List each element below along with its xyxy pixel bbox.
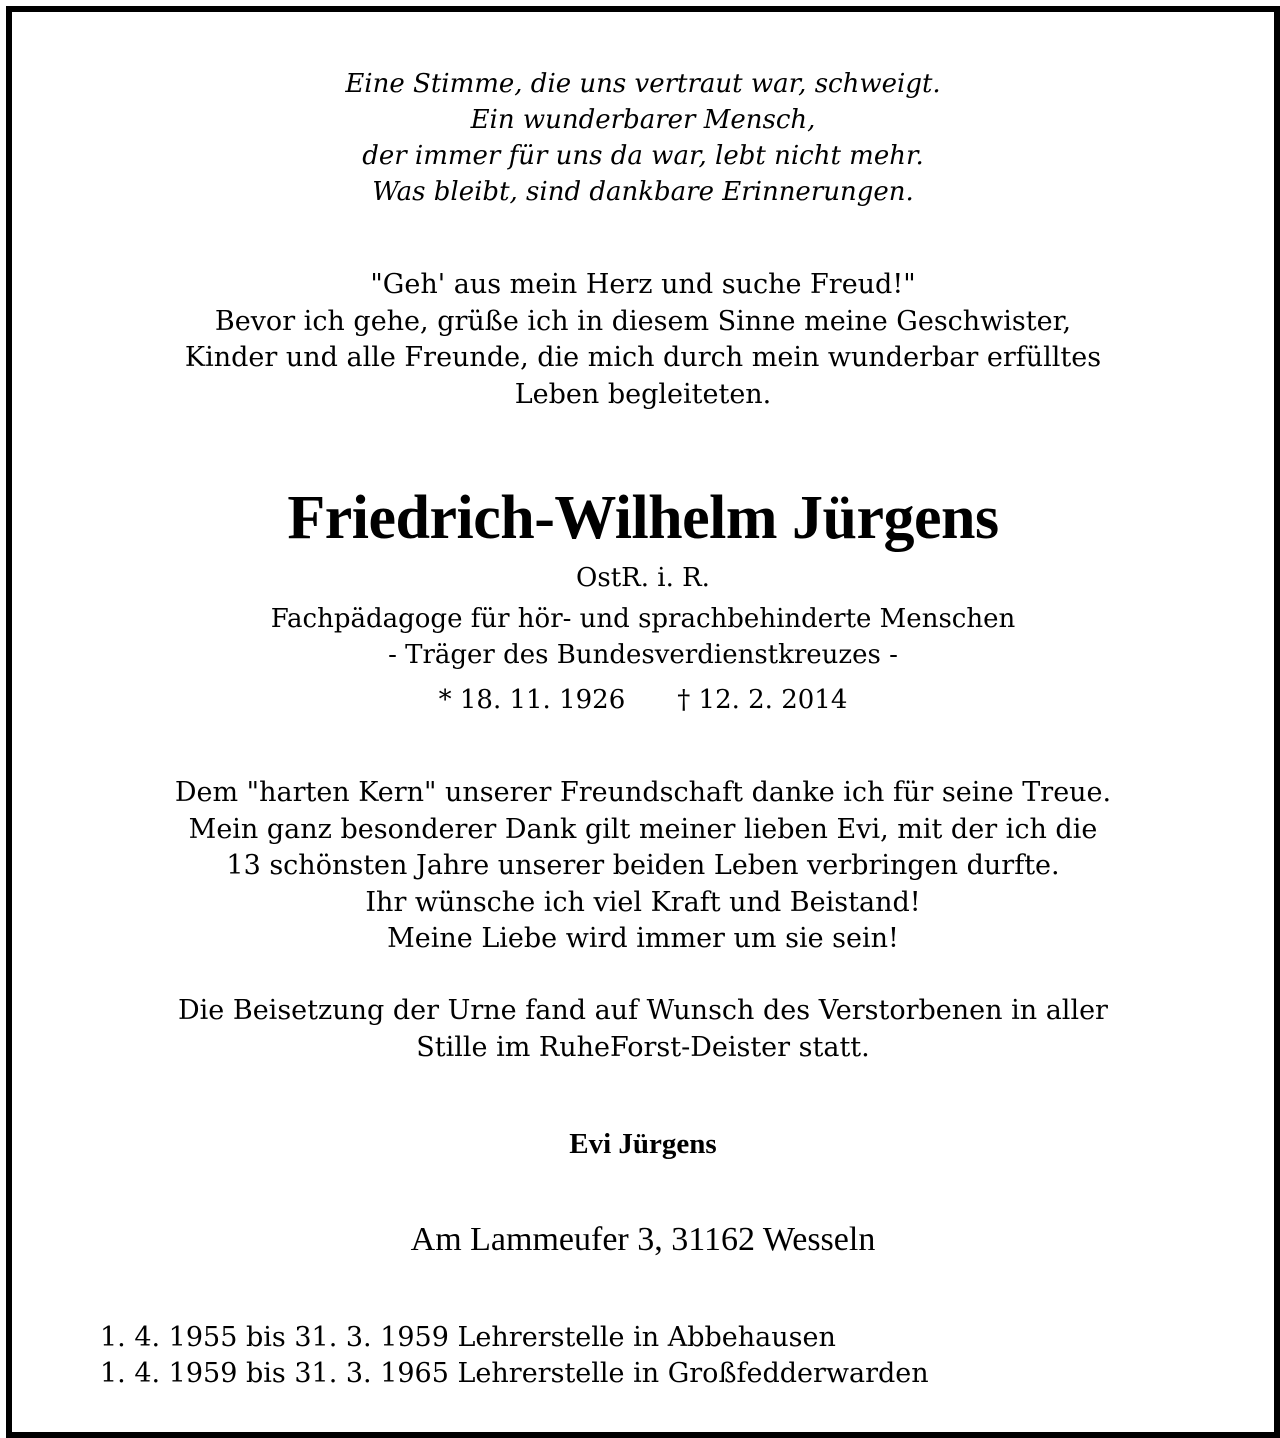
poem-line: Ein wunderbarer Mensch,	[470, 105, 816, 135]
burial-notice	[12, 993, 1274, 1066]
deceased-honor: - Träger des Bundesverdienstkreuzes -	[388, 640, 898, 670]
career-entry: 1. 4. 1955 bis 31. 3. 1959 Lehrerstelle in Abbehausen	[100, 1322, 836, 1353]
signer-name: Evi Jürgens	[569, 1128, 717, 1160]
quote-line: Leben begleiteten.	[514, 378, 772, 410]
quote-line: Kinder und alle Freunde, die mich durch mein wunderbar erfülltes	[184, 342, 1102, 373]
farewell-quote	[12, 267, 1274, 413]
thanks-line: Dem "harten Kern" unserer Freundschaft danke ich für seine Treue.	[174, 777, 1112, 808]
thanks-line: Mein ganz besonderer Dank gilt meiner lieben Evi, mit der ich die	[188, 813, 1098, 845]
thanks-line: Ihr wünsche ich viel Kraft und Beistand!	[365, 886, 921, 918]
quote-line: "Geh' aus mein Herz und suche Freud!"	[370, 269, 916, 300]
burial-line: Die Beisetzung der Urne fand auf Wunsch des Verstorbenen in aller	[178, 995, 1108, 1026]
thanks-line: Meine Liebe wird immer um sie sein!	[387, 923, 899, 954]
obituary-frame	[6, 6, 1280, 1438]
life-dates	[12, 682, 1274, 718]
birth-date: * 18. 11. 1926	[438, 685, 626, 715]
thanks-line: 13 schönsten Jahre unserer beiden Leben verbringen durfte.	[226, 850, 1060, 881]
signer-address: Am Lammeufer 3, 31162 Wesseln	[410, 1221, 876, 1258]
deceased-title: OstR. i. R.	[576, 563, 710, 593]
deceased-profession-block	[12, 601, 1274, 673]
burial-line: Stille im RuheForst-Deister statt.	[416, 1031, 870, 1063]
quote-line: Bevor ich gehe, grüße ich in diesem Sinne meine Geschwister,	[214, 305, 1072, 337]
deceased-name: Friedrich-Wilhelm Jürgens	[287, 484, 999, 552]
poem-line: Was bleibt, sind dankbare Erinnerungen.	[372, 177, 914, 207]
deceased-profession: Fachpädagoge für hör- und sprachbehinderte Menschen	[270, 604, 1016, 634]
career-entry: 1. 4. 1959 bis 31. 3. 1965 Lehrerstelle in Großfedderwarden	[100, 1358, 929, 1389]
poem-line: der immer für uns da war, lebt nicht mehr.	[362, 141, 924, 171]
poem	[12, 66, 1274, 210]
career-list	[100, 1320, 929, 1392]
thanks-text	[12, 775, 1274, 958]
death-date: † 12. 2. 2014	[677, 685, 848, 715]
poem-line: Eine Stimme, die uns vertraut war, schweigt.	[345, 69, 941, 99]
